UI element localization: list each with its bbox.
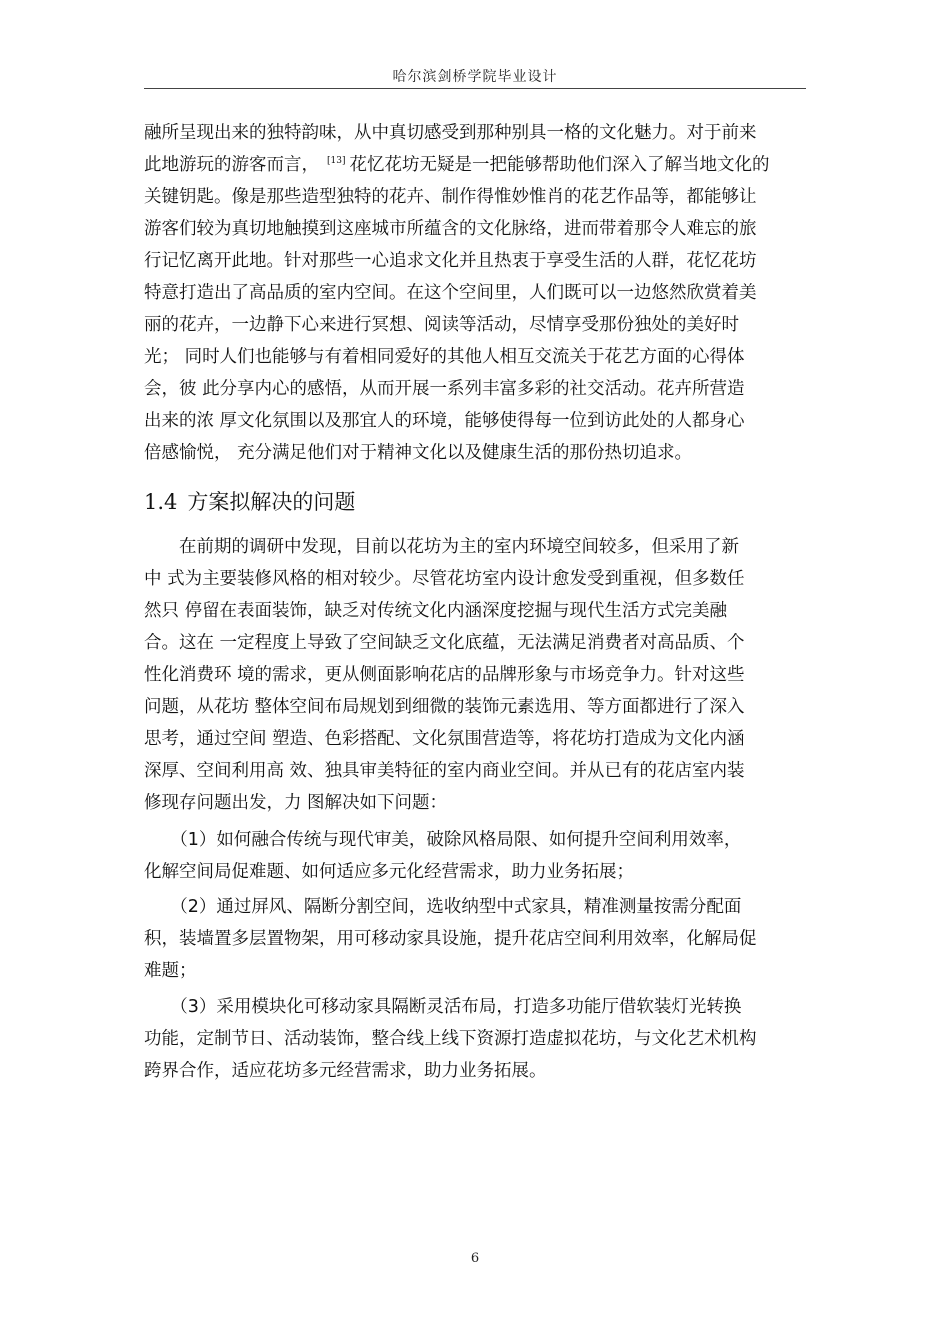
text-line: 跨界合作，适应花坊多元经营需求，助力业务拓展。 bbox=[144, 1061, 547, 1081]
text-line: 修现存问题出发，力 图解决如下问题： bbox=[144, 793, 448, 813]
text-line: 倍感愉悦， 充分满足他们对于精神文化以及健康生活的那份热切追求。 bbox=[144, 443, 693, 463]
section-heading bbox=[144, 484, 355, 520]
text-line: 会，彼 此分享内心的感悟，从而开展一系列丰富多彩的社交活动。花卉所营造 bbox=[144, 379, 745, 399]
text-line: 中 式为主要装修风格的相对较少。尽管花坊室内设计愈发受到重视，但多数任 bbox=[144, 569, 745, 589]
text-line: 光； 同时人们也能够与有着相同爱好的其他人相互交流关于花艺方面的心得体 bbox=[144, 347, 745, 367]
section-number: 1.4 bbox=[144, 490, 178, 514]
text-line: 出来的浓 厚文化氛围以及那宜人的环境，能够使得每一位到访此处的人都身心 bbox=[144, 411, 745, 431]
text-fragment: 花忆花坊无疑是一把能够帮助他们深入了解当地文化的 bbox=[349, 155, 770, 175]
body-paragraph-continued bbox=[144, 117, 808, 469]
text-line: 丽的花卉，一边静下心来进行冥想、阅读等活动，尽情享受那份独处的美好时 bbox=[144, 315, 739, 335]
text-line: 游客们较为真切地触摸到这座城市所蕴含的文化脉络，进而带着那令人难忘的旅 bbox=[144, 219, 757, 239]
text-line: 特意打造出了高品质的室内空间。在这个空间里，人们既可以一边悠然欣赏着美 bbox=[144, 283, 757, 303]
text-line: 行记忆离开此地。针对那些一心追求文化并且热衷于享受生活的人群，花忆花坊 bbox=[144, 251, 757, 271]
text-line: （2）通过屏风、隔断分割空间，选收纳型中式家具，精准测量按需分配面 bbox=[144, 897, 742, 917]
header-rule bbox=[144, 88, 806, 89]
text-line: 问题，从花坊 整体空间布局规划到细微的装饰元素选用、等方面都进行了深入 bbox=[144, 697, 745, 717]
text-line: 关键钥匙。像是那些造型独特的花卉、制作得惟妙惟肖的花艺作品等，都能够让 bbox=[144, 187, 757, 207]
text-line: 功能，定制节日、活动装饰，整合线上线下资源打造虚拟花坊，与文化艺术机构 bbox=[144, 1029, 757, 1049]
text-fragment: 此地游玩的游客而言， bbox=[144, 155, 319, 175]
citation-marker: [13] bbox=[327, 156, 346, 167]
text-line: 在前期的调研中发现，目前以花坊为主的室内环境空间较多，但采用了新 bbox=[144, 537, 739, 557]
text-line: （1）如何融合传统与现代审美，破除风格局限、如何提升空间利用效率， bbox=[144, 830, 742, 850]
text-line: 深厚、空间利用高 效、独具审美特征的室内商业空间。并从已有的花店室内装 bbox=[144, 761, 745, 781]
text-line: 合。这在 一定程度上导致了空间缺乏文化底蕴，无法满足消费者对高品质、个 bbox=[144, 633, 745, 653]
text-line: 性化消费环 境的需求，更从侧面影响花店的品牌形象与市场竞争力。针对这些 bbox=[144, 665, 745, 685]
text-line: 化解空间局促难题、如何适应多元化经营需求，助力业务拓展； bbox=[144, 862, 634, 882]
text-line: 思考，通过空间 塑造、色彩搭配、文化氛围营造等，将花坊打造成为文化内涵 bbox=[144, 729, 745, 749]
text-line: 然只 停留在表面装饰，缺乏对传统文化内涵深度挖掘与现代生活方式完美融 bbox=[144, 601, 728, 621]
text-line: 积，装墙置多层置物架，用可移动家具设施，提升花店空间利用效率，化解局促 bbox=[144, 929, 757, 949]
running-header: 哈尔滨剑桥学院毕业设计 bbox=[392, 69, 558, 85]
section-title: 方案拟解决的问题 bbox=[187, 490, 356, 514]
text-line: 难题； bbox=[144, 961, 197, 981]
text-line: （3）采用模块化可移动家具隔断灵活布局，打造多功能厅借软装灯光转换 bbox=[144, 997, 742, 1017]
text-line bbox=[144, 149, 808, 181]
numbered-item-1 bbox=[144, 824, 808, 888]
numbered-item-3 bbox=[144, 991, 808, 1087]
text-line: 融所呈现出来的独特韵味，从中真切感受到那种别具一格的文化魅力。对于前来 bbox=[144, 123, 757, 143]
page-number: 6 bbox=[470, 1251, 480, 1266]
numbered-item-2 bbox=[144, 891, 808, 987]
body-paragraph bbox=[144, 531, 808, 819]
